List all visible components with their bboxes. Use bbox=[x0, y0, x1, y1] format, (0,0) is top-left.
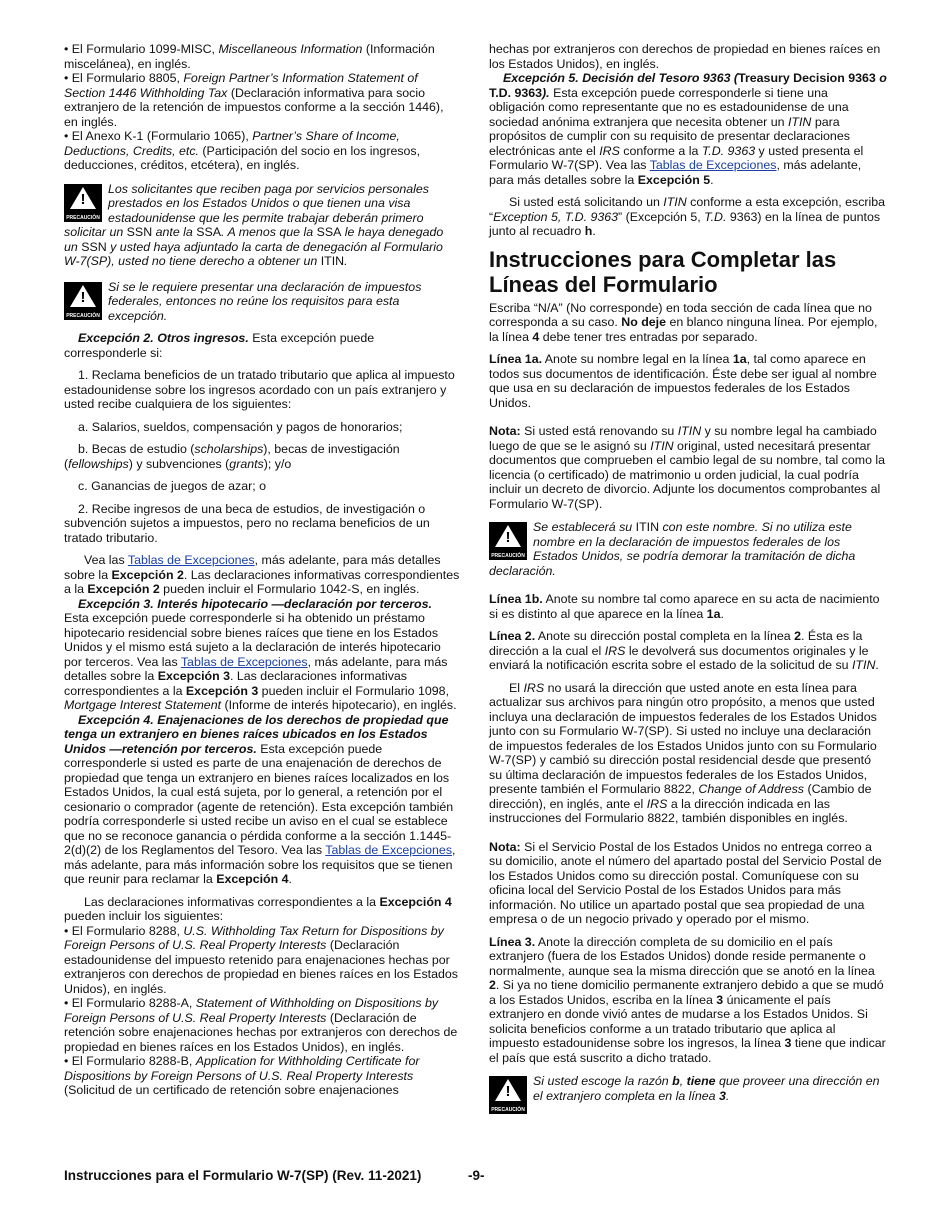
caution-icon: ! PRECAUCIÓN bbox=[489, 1076, 527, 1114]
note-postal: Nota: Si el Servicio Postal de los Estados Unidos no entrega correo a su domicilio, anote el número del apartado postal del Servicio Postal de los Estados Unidos como su dirección postal. Comuníquese con su oficina local del Servicio Postal de los Estados Unidos para más información. No utilice un apartado postal que sea propiedad de una empresa o de un negocio privado y operado por el mismo. bbox=[489, 839, 882, 926]
exception-tables-link[interactable]: Tablas de Excepciones bbox=[649, 158, 777, 172]
caution-ssn: ! PRECAUCIÓN Los solicitantes que reciben paga por servicios personales prestados en los Estados Unidos o que tienen una visa estadounidense que les permite trabajar deberán primero solicitar un SSN ante la SSA. A menos que la SSA le haya denegado un SSN y usted haya adjuntado la carta de denegación al Formulario W-7(SP), usted no tiene derecho a obtener un ITIN. bbox=[64, 181, 444, 268]
exception-2-see-tables: Vea las Tablas de Excepciones, más adelante, para más detalles sobre la Excepción 2. Las declaraciones informativas correspondientes a la Excepción 2 pueden incluir el Formulario 1042-S, en inglés. bbox=[64, 553, 460, 596]
continued-text: hechas por extranjeros con derechos de propiedad en bienes raíces en los Estados Unidos), en inglés. bbox=[489, 42, 881, 71]
line-1a: Línea 1a. Anote su nombre legal en la línea 1a, tal como aparece en todos sus documentos de identificación. Éste debe ser igual al nombre que usa en su declaración de impuestos federales de los Estados Unidos. bbox=[489, 352, 877, 410]
bullet-8288: • El Formulario 8288, U.S. Withholding Tax Return for Dispositions by Foreign Persons of U.S. Real Property Interests (Declaración estadounidense del impuesto retenido para enajenaciones hechas por extranjeros con derechos de propiedad en bienes raíces en los Estados Unidos), en inglés. bbox=[64, 923, 458, 996]
exception-tables-link[interactable]: Tablas de Excepciones bbox=[325, 843, 453, 857]
line-3: Línea 3. Anote la dirección completa de su domicilio en el país extranjero (fuera de los Estados Unidos) donde reside permanente o normalmente, aunque sea la misma dirección que se anotó en la línea 2. Si ya no tiene domicilio permanente extranjero debido a que se mudó a los Estados Unidos, escriba en la línea 3 únicamente el país extranjero en donde vivió antes de mudarse a los Estados Unidos. Si solicita beneficios conforme a un tratado tributario que aplica al impuesto estadounidense sobre los ingresos, la línea 3 tiene que indicar el país que está suscrito a dicho tratado. bbox=[489, 934, 886, 1065]
note-itin-renewal: Nota: Si usted está renovando su ITIN y su nombre legal ha cambiado luego de que se le asignó su ITIN original, usted necesitará presentar documentos que comprueben el cambio legal de su nombre, tal como la licencia (o certificado) de matrimonio u orden judicial, la cual podría incluir un decreto de divorcio. Adjunte los documentos comprobantes al Formulario W-7(SP). bbox=[489, 424, 886, 511]
exception-2-item-c: c. Ganancias de juegos de azar; o bbox=[78, 479, 267, 493]
footer-title: Instrucciones para el Formulario W-7(SP) (Rev. 11-2021) bbox=[64, 1168, 422, 1183]
exception-2: Excepción 2. Otros ingresos. Esta excepción puede corresponderle si: bbox=[64, 331, 375, 360]
bullet-k1: • El Anexo K-1 (Formulario 1065), Partner’s Share of Income, Deductions, Credits, etc. (Participación del socio en los ingresos, deducciones, créditos, etcétera), en inglés. bbox=[64, 129, 421, 172]
exception-5: Excepción 5. Decisión del Tesoro 9363 (Treasury Decision 9363 o T.D. 9363). Esta excepción puede corresponderle si tiene una obligación como representante que no es estadounidense de una sociedad anónima extranjera que necesita obtener un ITIN para propósitos de cumplir con su requisito de presentar declaraciones electrónicas ante el IRS conforme a la T.D. 9363 y usted presenta el Formulario W-7(SP). Vea las Tablas de Excepciones, más adelante, para más detalles sobre la Excepción 5. bbox=[489, 71, 887, 187]
caution-name: ! PRECAUCIÓN Se establecerá su ITIN con este nombre. Si no utiliza este nombre en la declaración de impuestos federales de los Estados Unidos, se podría demorar la tramitación de dicha declaración. bbox=[489, 520, 856, 578]
caution-icon: ! PRECAUCIÓN bbox=[64, 282, 102, 320]
right-column bbox=[489, 42, 887, 1114]
caution-icon: ! PRECAUCIÓN bbox=[64, 184, 102, 222]
exception-4: Excepción 4. Enajenaciones de los derechos de propiedad que tenga un extranjero en bienes raíces ubicados en los Estados Unidos —retención por terceros. Esta excepción puede corresponderle si usted es parte de una enajenación de derechos de propiedad que tenga un extranjero en bienes raíces localizados en los Estados Unidos, la cual está sujeta, por lo general, a retención por el cesionario o comprador (agente de retención). Esta excepción también podría corresponderle si usted recibe un aviso en el cual se establece que no se reconoce ganancia o pérdida conforme a la sección 1.1445-2(d)(2) de los Reglamentos del Tesoro. Vea las Tablas de Excepciones, más adelante, para más información sobre los requisitos que se tienen que reunir para reclamar la Excepción 4. bbox=[64, 712, 456, 886]
bullet-1099: • El Formulario 1099-MISC, Miscellaneous Information (Información miscelánea), en inglés. bbox=[64, 42, 435, 71]
exception-tables-link[interactable]: Tablas de Excepciones bbox=[127, 553, 255, 567]
line-1b: Línea 1b. Anote su nombre tal como aparece en su acta de nacimiento si es distinto al que aparece en la línea 1a. bbox=[489, 592, 880, 621]
line-2: Línea 2. Anote su dirección postal completa en la línea 2. Ésta es la dirección a la cual el IRS le devolverá sus documentos originales y le enviará la notificación escrita sobre el estado de la solicitud de su ITIN. bbox=[489, 629, 879, 672]
exception-4-returns: Las declaraciones informativas correspondientes a la Excepción 4 pueden incluir los siguientes: bbox=[64, 894, 452, 923]
page-footer bbox=[64, 1168, 888, 1183]
caution-foreign-address: ! PRECAUCIÓN Si usted escoge la razón b, tiene que proveer una dirección en el extranjero completa en la línea 3. bbox=[489, 1074, 887, 1103]
exception-2-item-1: 1. Reclama beneficios de un tratado tributario que aplica al impuesto estadounidense sobre los ingresos acordado con un país extranjero y usted recibe cualquiera de los siguientes: bbox=[64, 368, 455, 411]
caution-icon: ! PRECAUCIÓN bbox=[489, 522, 527, 560]
exception-tables-link[interactable]: Tablas de Excepciones bbox=[180, 654, 308, 669]
exception-2-item-2: 2. Recibe ingresos de una beca de estudios, de investigación o subvención sujetos a impuestos, pero no reclama beneficios de un tratado tributario. bbox=[64, 501, 430, 545]
left-column bbox=[64, 42, 460, 1098]
section-heading: Instrucciones para Completar las Líneas del Formulario bbox=[489, 246, 837, 297]
bullet-8288a: • El Formulario 8288-A, Statement of Withholding on Dispositions by Foreign Persons of U.S. Real Property Interests (Declaración de retención sobre enajenaciones hechas por extranjeros con derechos de propiedad en bienes raíces en los Estados Unidos), en inglés. bbox=[64, 996, 458, 1054]
exception-2-item-b: b. Becas de estudio (scholarships), becas de investigación (fellowships) y subvenciones (grants); y/o bbox=[64, 442, 400, 471]
exception-5-request: Si usted está solicitando un ITIN conforme a esta excepción, escriba “Exception 5, T.D. 9363” (Excepción 5, T.D. 9363) en la línea de puntos junto al recuadro h. bbox=[489, 195, 886, 238]
page-number: -9- bbox=[468, 1168, 485, 1183]
bullet-8805: • El Formulario 8805, Foreign Partner’s Information Statement of Section 1446 Withholding Tax (Declaración informativa para socio extranjero de la retención de impuestos conforme a la sección 1446), en inglés. bbox=[64, 71, 444, 129]
irs-address-paragraph: El IRS no usará la dirección que usted anote en esta línea para actualizar sus archivos para ningún otro propósito, a menos que usted incluya una declaración de impuestos federales de los Estados Unidos junto con su Formulario W-7(SP). Si usted no incluye una declaración de impuestos federales de los Estados Unidos junto con su Formulario W-7(SP) y cambió su dirección postal residencial desde que presentó su última declaración de impuestos federales de los Estados Unidos, presente también el Formulario 8822, Change of Address (Cambio de dirección), en inglés, ante el IRS a la dirección indicada en las instrucciones del Formulario 8822, también disponibles en inglés. bbox=[489, 680, 877, 825]
exception-2-item-a: a. Salarios, sueldos, compensación y pagos de honorarios; bbox=[78, 419, 403, 434]
exception-3: Excepción 3. Interés hipotecario —declaración por terceros. Esta excepción puede corresponderle si ha obtenido un préstamo hipotecario residencial sobre bienes raíces que tiene en los Estados Unidos y el mismo está sujeto a la declaración de interés hipotecario por terceros. Vea las Tablas de Excepciones, más adelante, para más detalles sobre la Excepción 3. Las declaraciones informativas correspondientes a la Excepción 3 pueden incluir el Formulario 1098, Mortgage Interest Statement (Informe de interés hipotecario), en inglés. bbox=[64, 596, 457, 712]
bullet-8288b: • El Formulario 8288-B, Application for Withholding Certificate for Dispositions by Foreign Persons of U.S. Real Property Interests (Solicitud de un certificado de retención sobre enajenaciones bbox=[64, 1054, 420, 1097]
caution-federal-return: ! PRECAUCIÓN Si se le requiere presentar una declaración de impuestos federales, entonces no reúne los requisitos para esta excepción. bbox=[64, 280, 460, 324]
intro-paragraph: Escriba “N/A” (No corresponde) en toda sección de cada línea que no corresponda a su caso. No deje en blanco ninguna línea. Por ejemplo, la línea 4 debe tener tres entradas por separado. bbox=[489, 300, 878, 344]
